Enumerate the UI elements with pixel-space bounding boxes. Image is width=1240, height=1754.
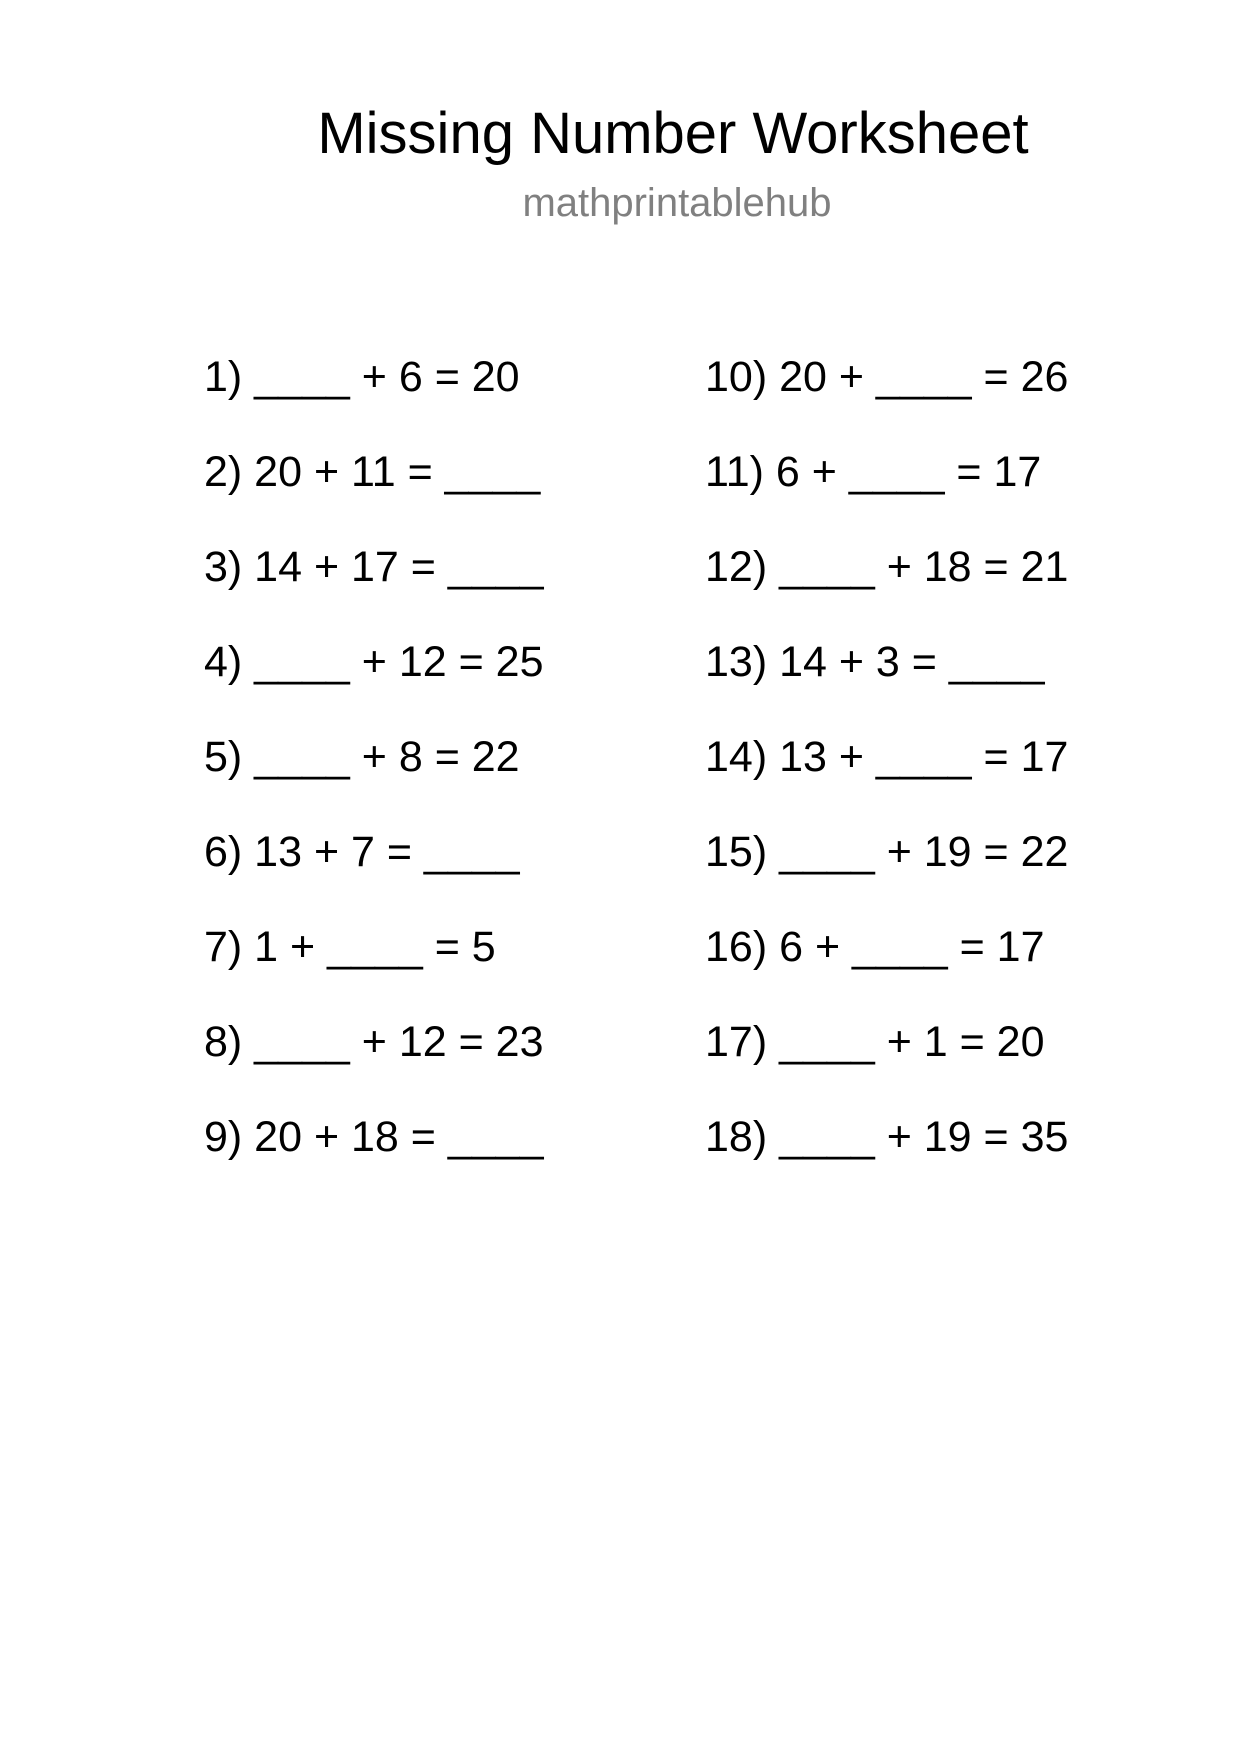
problem-1: 1) ____ + 6 = 20 (204, 353, 520, 401)
problem-7: 7) 1 + ____ = 5 (204, 923, 496, 971)
problem-2: 2) 20 + 11 = ____ (204, 448, 541, 496)
problem-12: 12) ____ + 18 = 21 (705, 543, 1069, 591)
problem-14: 14) 13 + ____ = 17 (705, 733, 1069, 781)
problem-11: 11) 6 + ____ = 17 (705, 448, 1042, 496)
problem-13: 13) 14 + 3 = ____ (705, 638, 1045, 686)
problem-9: 9) 20 + 18 = ____ (204, 1113, 544, 1161)
problems-right-column (705, 352, 1068, 1207)
worksheet-subtitle: mathprintablehub (522, 181, 832, 225)
worksheet-title: Missing Number Worksheet (317, 101, 1029, 166)
problem-5: 5) ____ + 8 = 22 (204, 733, 520, 781)
problem-4: 4) ____ + 12 = 25 (204, 638, 544, 686)
problem-8: 8) ____ + 12 = 23 (204, 1018, 544, 1066)
problem-17: 17) ____ + 1 = 20 (705, 1018, 1045, 1066)
problem-16: 16) 6 + ____ = 17 (705, 923, 1045, 971)
problem-18: 18) ____ + 19 = 35 (705, 1113, 1069, 1161)
problem-10: 10) 20 + ____ = 26 (705, 353, 1069, 401)
problem-3: 3) 14 + 17 = ____ (204, 543, 544, 591)
problem-6: 6) 13 + 7 = ____ (204, 828, 520, 876)
problem-15: 15) ____ + 19 = 22 (705, 828, 1069, 876)
problems-left-column (204, 352, 544, 1207)
